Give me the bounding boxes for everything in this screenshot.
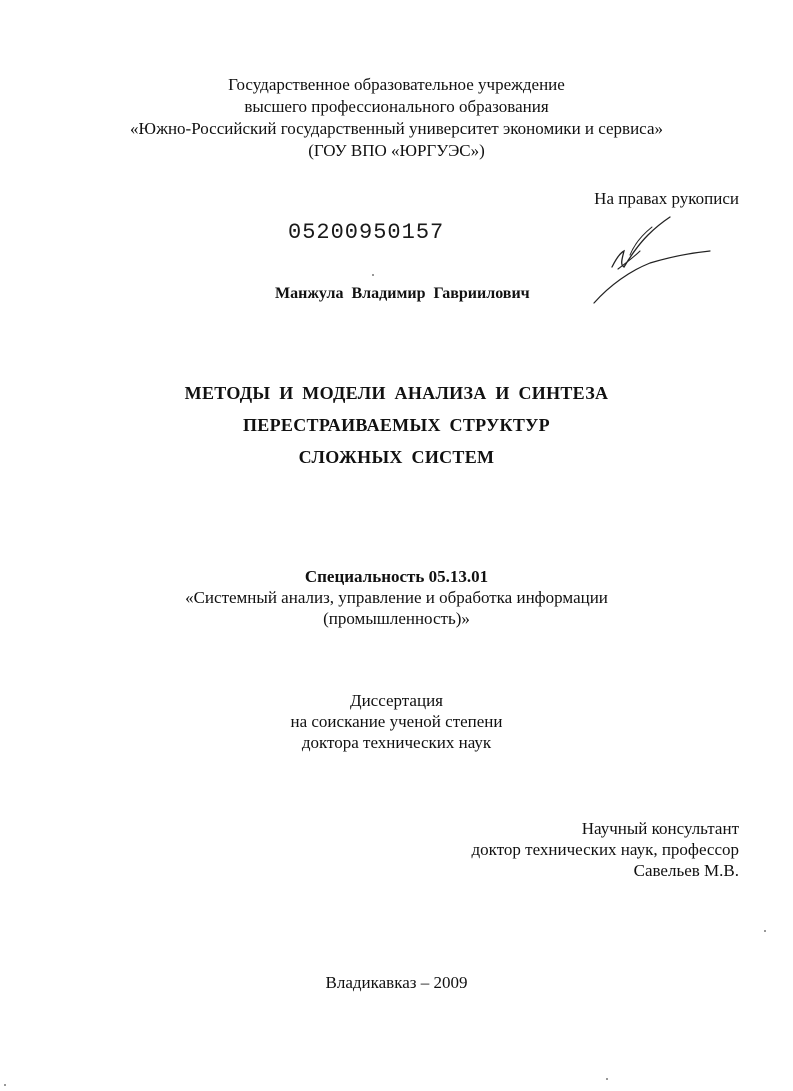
dissertation-line-2: на соискание ученой степени [290, 712, 503, 731]
registration-code: 05200950157 [288, 220, 445, 245]
institution-line-3: «Южно-Российский государственный университет экономики и сервиса» [130, 119, 663, 138]
consultant-degree: доктор технических наук, профессор [471, 840, 739, 859]
scan-speck [764, 930, 766, 932]
scan-speck [606, 1078, 608, 1080]
institution-line-1: Государственное образовательное учреждение [228, 75, 565, 94]
title-line-3: СЛОЖНЫХ СИСТЕМ [298, 447, 495, 467]
specialty-name-line-1: «Системный анализ, управление и обработка информации [185, 588, 608, 607]
author-name: Манжула Владимир Гавриилович [275, 285, 530, 302]
dissertation-title [0, 377, 793, 473]
institution-line-2: высшего профессионального образования [244, 97, 549, 116]
specialty-block [0, 566, 793, 629]
consultant-name: Савельев М.В. [633, 861, 739, 880]
title-line-1: МЕТОДЫ И МОДЕЛИ АНАЛИЗА И СИНТЕЗА [184, 383, 609, 403]
title-line-2: ПЕРЕСТРАИВАЕМЫХ СТРУКТУР [243, 415, 550, 435]
dissertation-line-1: Диссертация [349, 691, 443, 710]
consultant-role: Научный консультант [581, 819, 739, 838]
city-year [0, 972, 793, 993]
city-year-text: Владикавказ – 2009 [325, 973, 468, 992]
scan-speck [4, 1084, 6, 1086]
rights-note: На правах рукописи [594, 189, 739, 208]
consultant-block [472, 818, 739, 881]
specialty-label: Специальность 05.13.01 [304, 567, 489, 586]
specialty-name-line-2: (промышленность)» [323, 609, 470, 628]
dissertation-line-3: доктора технических наук [301, 733, 492, 752]
dissertation-block [0, 690, 793, 753]
institution-line-4: (ГОУ ВПО «ЮРГУЭС») [308, 141, 485, 160]
scan-speck [372, 274, 374, 276]
institution-header [0, 74, 793, 162]
signature-image [590, 215, 720, 310]
